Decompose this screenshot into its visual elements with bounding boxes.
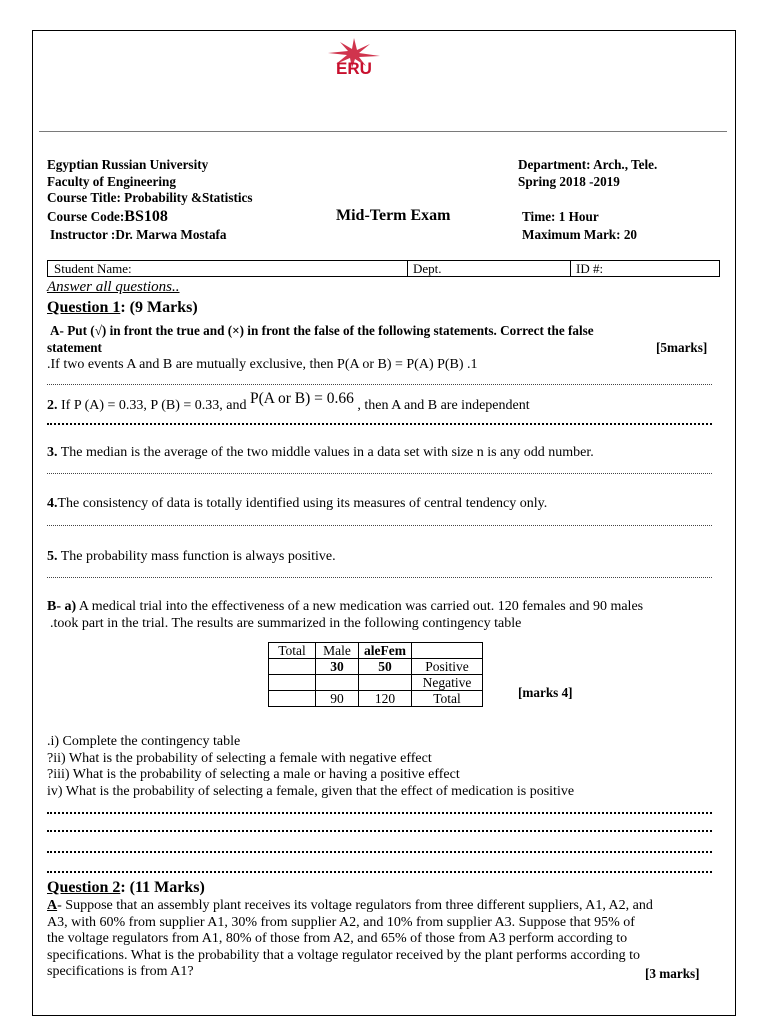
question-2-title xyxy=(47,879,205,897)
table-cell: 90 xyxy=(316,691,359,707)
table-cell: Total xyxy=(412,691,483,707)
s4-text: The consistency of data is totally identified using its measures of central tendency only. xyxy=(57,496,548,511)
header-cell: aleFem xyxy=(359,643,412,659)
table-row xyxy=(269,675,483,691)
q2-line-5: specifications is from A1? xyxy=(47,964,194,979)
course-code-value: BS108 xyxy=(124,208,168,225)
q1-b-text-1: A medical trial into the effectiveness of a new medication was carried out. 120 females and 90 males xyxy=(76,599,644,614)
q2-line-4: specifications. What is the probability that a voltage regulator received by the plant performs according to xyxy=(47,948,640,963)
s2-formula: P(A or B) = 0.66 xyxy=(249,390,354,407)
table-cell xyxy=(359,675,412,691)
q2-text-1: - Suppose that an assembly plant receives its voltage regulators from three different suppliers, A1, A2, and xyxy=(57,898,653,913)
course-title: Course Title: Probability &Statistics xyxy=(47,190,253,205)
logo-text: ERU xyxy=(336,59,372,78)
sub-question-iii: ?iii) What is the probability of selecting a male or having a positive effect xyxy=(47,767,460,782)
statement-5 xyxy=(47,549,336,565)
university-name: Egyptian Russian University xyxy=(47,157,209,172)
sub-question-i: .i) Complete the contingency table xyxy=(47,734,241,749)
faculty-name: Faculty of Engineering xyxy=(47,174,176,189)
max-mark: Maximum Mark: 20 xyxy=(522,227,638,242)
q1-a-text-cont: statement xyxy=(47,340,102,355)
id-label: ID #: xyxy=(576,261,604,276)
q1-b-text-2: .took part in the trial. The results are summarized in the following contingency table xyxy=(50,616,522,631)
q1-title-marks: : (9 Marks) xyxy=(120,299,198,316)
answer-line xyxy=(47,384,712,385)
s4-number: 4. xyxy=(47,496,58,511)
q2-line-1 xyxy=(47,898,653,914)
table-cell: Positive xyxy=(412,659,483,675)
statement-1: .If two events A and B are mutually exclusive, then P(A or B) = P(A) P(B) .1 xyxy=(47,357,478,372)
table-cell: 50 xyxy=(359,659,412,675)
q2-title-marks: : (11 Marks) xyxy=(120,879,205,896)
header-cell: Male xyxy=(316,643,359,659)
answer-line xyxy=(47,473,712,474)
table-cell xyxy=(269,675,316,691)
answer-line xyxy=(47,812,712,814)
q1-a-label: A xyxy=(50,323,60,338)
question-1-title xyxy=(47,299,198,317)
header-cell xyxy=(412,643,483,659)
cell-divider xyxy=(407,261,408,276)
dept-label: Dept. xyxy=(413,261,442,276)
q2-marks: [3 marks] xyxy=(645,966,700,981)
q2-title-prefix: Question 2 xyxy=(47,879,121,896)
table-cell: 120 xyxy=(359,691,412,707)
instructions: Answer all questions.. xyxy=(47,279,180,295)
answer-line xyxy=(47,423,712,425)
university-logo xyxy=(322,36,386,78)
table-row xyxy=(269,659,483,675)
exam-title: Mid-Term Exam xyxy=(336,207,451,224)
contingency-table xyxy=(268,642,483,707)
statement-4 xyxy=(47,496,547,512)
exam-time: Time: 1 Hour xyxy=(522,209,599,224)
s3-number: 3. xyxy=(47,445,58,460)
table-cell xyxy=(316,675,359,691)
course-code-label: Course Code: xyxy=(47,209,125,224)
s3-text: The median is the average of the two middle values in a data set with size n is any odd number. xyxy=(57,445,594,460)
semester: Spring 2018 -2019 xyxy=(518,174,620,189)
sub-question-iv: iv) What is the probability of selecting a female, given that the effect of medication is positive xyxy=(47,784,575,799)
s5-text: The probability mass function is always positive. xyxy=(57,549,336,564)
header-cell: Total xyxy=(269,643,316,659)
answer-line xyxy=(47,851,712,853)
course-code xyxy=(47,208,168,226)
department: Department: Arch., Tele. xyxy=(518,157,658,172)
q2-line-3: the voltage regulators from A1, 80% of those from A2, and 65% of those from A3 perform according to xyxy=(47,931,628,946)
s2-text-c: , then A and B are independent xyxy=(353,398,530,413)
q1-a-marks: [5marks] xyxy=(656,340,708,355)
student-info-box xyxy=(47,260,720,277)
q1-b-label: B- a) xyxy=(47,599,77,614)
table-cell: 30 xyxy=(316,659,359,675)
q2-line-2: A3, with 60% from supplier A1, 30% from supplier A2, and 10% from supplier A3. Suppose that 95% of xyxy=(47,915,635,930)
table-header-row xyxy=(269,643,483,659)
table-cell xyxy=(269,659,316,675)
table-cell: Negative xyxy=(412,675,483,691)
q1-b-marks: [marks 4] xyxy=(518,685,573,700)
answer-line xyxy=(47,577,712,578)
answer-line xyxy=(47,525,712,526)
s2-number: 2. xyxy=(47,398,58,413)
instructor: Instructor :Dr. Marwa Mostafa xyxy=(50,227,227,242)
q1-part-a xyxy=(50,323,594,339)
sub-question-ii: ?ii) What is the probability of selecting a female with negative effect xyxy=(47,751,432,766)
q2-a-label: A xyxy=(47,898,58,913)
s5-number: 5. xyxy=(47,549,58,564)
cell-divider xyxy=(570,261,571,276)
s2-text-a: If P (A) = 0.33, P (B) = 0.33, and xyxy=(57,398,250,413)
table-cell xyxy=(269,691,316,707)
student-name-label: Student Name: xyxy=(54,261,132,276)
q1-part-b xyxy=(47,599,643,615)
statement-3 xyxy=(47,445,594,461)
statement-2 xyxy=(47,390,530,414)
q1-title-prefix: Question 1 xyxy=(47,299,121,316)
table-row xyxy=(269,691,483,707)
q1-a-text: - Put (√) in front the true and (×) in front the false of the following statements. Correct the false xyxy=(59,323,594,338)
header-divider xyxy=(39,131,727,132)
answer-line xyxy=(47,830,712,832)
answer-line xyxy=(47,871,712,873)
